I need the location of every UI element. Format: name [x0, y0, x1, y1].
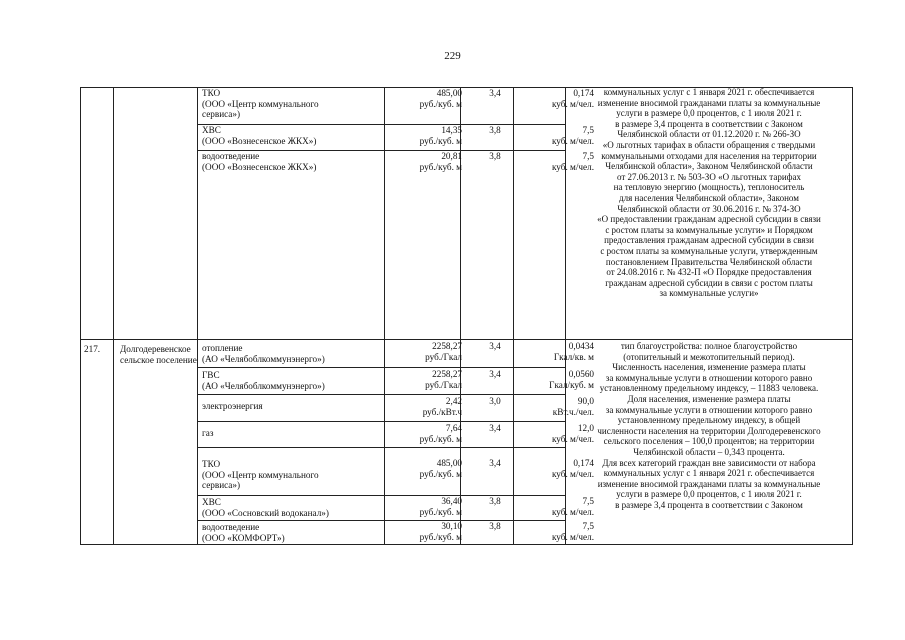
volume-cell: 7,5 куб. м/чел.	[551, 125, 594, 146]
volume-cell: 7,5 куб. м/чел.	[551, 521, 594, 542]
service-cell: водоотведение (ООО «Вознесенское ЖКХ»)	[202, 151, 317, 172]
price-cell: 2258,27 руб./Гкал	[425, 369, 462, 390]
price-cell: 485,00 руб./куб. м	[419, 458, 462, 479]
index-cell: 3,8	[489, 125, 501, 135]
entry-divider	[80, 339, 853, 340]
price-cell: 30,10 руб./куб. м	[419, 521, 462, 542]
table-bottom-border	[80, 544, 853, 545]
col-border	[80, 87, 81, 545]
volume-cell: 0,174 куб. м/чел.	[551, 88, 594, 109]
price-cell: 14,35 руб./куб. м	[419, 125, 462, 146]
price-cell: 36,40 руб./куб. м	[419, 496, 462, 517]
price-cell: 2,42 руб./кВт.ч	[422, 396, 462, 417]
row-divider	[197, 394, 565, 395]
price-cell: 485,00 руб./куб. м	[419, 88, 462, 109]
service-cell: ХВС (ООО «Вознесенское ЖКХ»)	[202, 125, 317, 146]
service-cell: ХВС (ООО «Сосновский водоканал»)	[202, 497, 329, 518]
volume-cell: 7,5 куб. м/чел.	[551, 496, 594, 517]
entry-number: 217.	[84, 344, 101, 354]
price-cell: 2258,27 руб./Гкал	[425, 341, 462, 362]
index-cell: 3,4	[489, 369, 501, 379]
tariff-table	[80, 87, 853, 545]
index-cell: 3,8	[489, 151, 501, 161]
volume-cell: 0,0560 Гкал/куб. м	[549, 369, 594, 390]
volume-cell: 0,174 куб. м/чел.	[551, 458, 594, 479]
page-number: 229	[444, 50, 461, 62]
note-cell: тип благоустройства: полное благоустройство (отопительный и межотопительный период). Численность населения, изменение размера платы за коммунальные услуги в отношении которого равно установленному предельному индексу, – 11883 человека. Доля населения, изменение размера платы за коммунальные услуги в отношении которого равно установленному предельному индексу, в общей численности населения на территории Долгодеревенского сельского поселения – 100,0 процентов; на территории Челябинской области – 0,343 процента. Для всех категорий граждан вне зависимости от набора коммунальных услуг с 1 января 2021 г. обеспечивается изменение вносимой гражданами платы за коммунальные услуги в размере 0,0 процентов, с 1 июля 2021 г. в размере 3,4 процента в соответствии с Законом	[597, 341, 821, 510]
price-cell: 7,64 руб./куб. м	[419, 423, 462, 444]
col-border	[113, 87, 114, 545]
index-cell: 3,4	[489, 341, 501, 351]
service-cell: водоотведение (ООО «КОМФОРТ»)	[202, 522, 285, 543]
index-cell: 3,4	[489, 458, 501, 468]
note-cell: коммунальных услуг с 1 января 2021 г. обеспечивается изменение вносимой гражданами платы за коммунальные услуги в размере 0,0 процентов, с 1 июля 2021 г. в размере 3,4 процента в соответствии с Законом Челябинской области от 01.12.2020 г. № 266-ЗО «О льготных тарифах в области обращения с твердыми коммунальными отходами для населения на территории Челябинской области», Законом Челябинской области от 27.06.2013 г. № 503-ЗО «О льготных тарифах на тепловую энергию (мощность), теплоноситель для населения Челябинской области», Законом Челябинской области от 30.06.2016 г. № 374-ЗО «О предоставлении гражданам адресной субсидии в связи с ростом платы за коммунальные услуги» и Порядком предоставления гражданам адресной субсидии в связи с ростом платы за коммунальные услуги, утвержденным постановлением Правительства Челябинской области от 24.08.2016 г. № 432-П «О Порядке предоставления гражданам адресной субсидии в связи с ростом платы за коммунальные услуги»	[597, 87, 821, 299]
col-border	[852, 87, 853, 545]
municipality-cell: Долгодеревенское сельское поселение	[120, 344, 197, 365]
index-cell: 3,8	[489, 521, 501, 531]
col-border	[197, 87, 198, 545]
volume-cell: 90,0 кВт.ч./чел.	[552, 396, 594, 417]
index-cell: 3,4	[489, 88, 501, 98]
service-cell: ГВС (АО «Челябоблкоммунэнерго»)	[202, 370, 325, 391]
row-divider	[197, 421, 565, 422]
volume-cell: 7,5 куб. м/чел.	[551, 151, 594, 172]
service-cell: электроэнергия	[202, 401, 263, 411]
service-cell: ТКО (ООО «Центр коммунального сервиса»)	[202, 88, 319, 120]
volume-cell: 0,0434 Гкал/кв. м	[553, 341, 594, 362]
service-cell: газ	[202, 428, 214, 438]
row-divider	[197, 367, 565, 368]
service-cell: отопление (АО «Челябоблкоммунэнерго»)	[202, 343, 325, 364]
row-divider	[197, 447, 565, 448]
index-cell: 3,8	[489, 496, 501, 506]
price-cell: 20,81 руб./куб. м	[419, 151, 462, 172]
volume-cell: 12,0 куб. м/чел.	[551, 423, 594, 444]
index-cell: 3,4	[489, 423, 501, 433]
service-cell: ТКО (ООО «Центр коммунального сервиса»)	[202, 459, 319, 491]
index-cell: 3,0	[489, 396, 501, 406]
